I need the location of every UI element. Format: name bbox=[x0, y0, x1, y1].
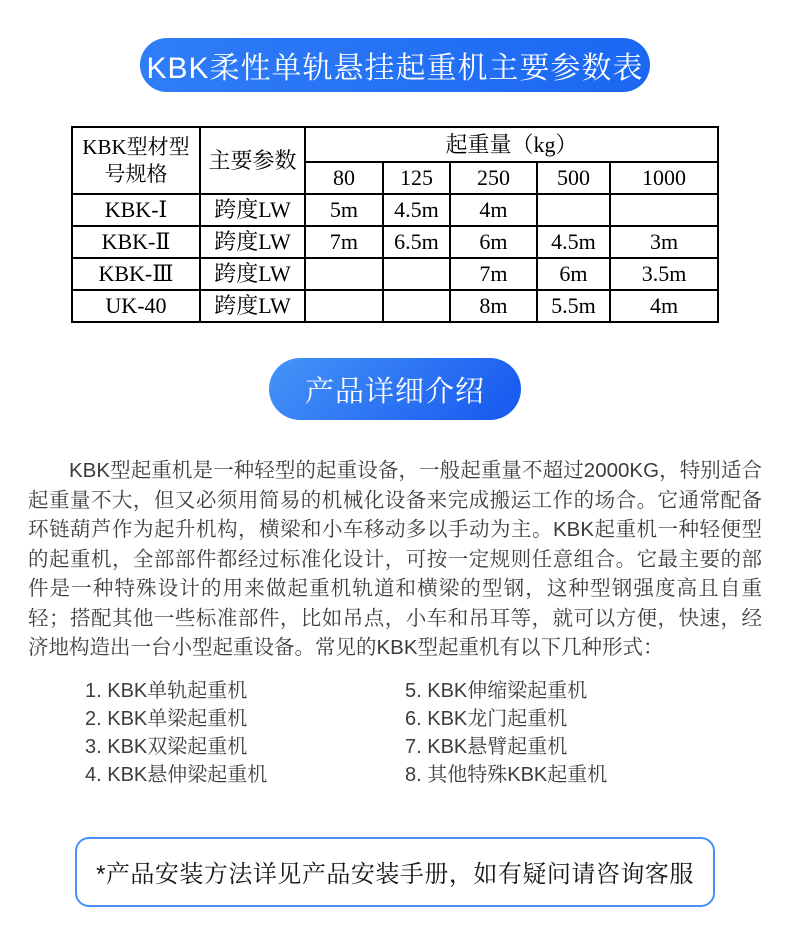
param-cell: 跨度LW bbox=[200, 194, 305, 226]
intro-paragraph: KBK型起重机是一种轻型的起重设备，一般起重量不超过2000KG，特别适合起重量不大，但又必须用简易的机械化设备来完成搬运工作的场合。它通常配备环链葫芦作为起升机构，横梁和小车移动多以手动为主。KBK起重机一种轻便型的起重机，全部部件都经过标准化设计，可按一定规则任意组合。它最主要的部件是一种特殊设计的用来做起重机轨道和横梁的型钢，这种型钢强度高且自重轻；搭配其他一些标准部件，比如吊点，小车和吊耳等，就可以方便，快速，经济地构造出一台小型起重设备。常见的KBK型起重机有以下几种形式： bbox=[28, 459, 762, 659]
span-cell: 6m bbox=[450, 226, 537, 258]
span-cell: 5.5m bbox=[537, 290, 610, 322]
table-row bbox=[72, 226, 718, 258]
product-intro-button-label: 产品详细介绍 bbox=[304, 375, 485, 408]
list-item: 1. KBK单轨起重机 bbox=[85, 679, 248, 702]
span-cell bbox=[383, 290, 450, 322]
table-header-capacity: 80 bbox=[305, 162, 383, 194]
crane-type-list-left bbox=[85, 677, 405, 789]
span-cell: 4m bbox=[610, 290, 718, 322]
model-cell: KBK-Ⅲ bbox=[72, 258, 200, 290]
span-cell: 4.5m bbox=[537, 226, 610, 258]
span-cell bbox=[305, 290, 383, 322]
span-cell: 7m bbox=[450, 258, 537, 290]
model-cell: KBK-Ⅱ bbox=[72, 226, 200, 258]
param-cell: 跨度LW bbox=[200, 226, 305, 258]
span-cell: 5m bbox=[305, 194, 383, 226]
table-header-capacity: 125 bbox=[383, 162, 450, 194]
span-cell: 4.5m bbox=[383, 194, 450, 226]
table-header-capacity: 250 bbox=[450, 162, 537, 194]
table-row bbox=[72, 194, 718, 226]
list-item: 3. KBK双梁起重机 bbox=[85, 735, 248, 758]
span-cell: 8m bbox=[450, 290, 537, 322]
span-cell bbox=[537, 194, 610, 226]
table-header-capacity-group: 起重量（kg） bbox=[305, 127, 718, 162]
crane-type-lists bbox=[85, 677, 790, 789]
model-cell: KBK-Ⅰ bbox=[72, 194, 200, 226]
span-cell: 7m bbox=[305, 226, 383, 258]
page-title: KBK柔性单轨悬挂起重机主要参数表 bbox=[146, 52, 644, 85]
span-cell bbox=[610, 194, 718, 226]
table-header-capacity: 1000 bbox=[610, 162, 718, 194]
product-intro-button[interactable] bbox=[269, 358, 521, 420]
install-note-box bbox=[75, 837, 715, 907]
list-item: 2. KBK单梁起重机 bbox=[85, 707, 248, 730]
product-detail-page bbox=[0, 38, 790, 941]
table-header-param: 主要参数 bbox=[200, 127, 305, 194]
parameters-table bbox=[71, 126, 719, 323]
page-title-banner bbox=[140, 38, 650, 92]
install-note-text: *产品安装方法详见产品安装手册，如有疑问请咨询客服 bbox=[96, 861, 694, 888]
list-item: 6. KBK龙门起重机 bbox=[405, 707, 568, 730]
list-item: 8. 其他特殊KBK起重机 bbox=[405, 763, 608, 786]
table-header-capacity: 500 bbox=[537, 162, 610, 194]
span-cell: 6.5m bbox=[383, 226, 450, 258]
param-cell: 跨度LW bbox=[200, 290, 305, 322]
list-item: 7. KBK悬臂起重机 bbox=[405, 735, 568, 758]
span-cell bbox=[305, 258, 383, 290]
span-cell: 3.5m bbox=[610, 258, 718, 290]
table-header-model: KBK型材型号规格 bbox=[72, 127, 200, 194]
table-row bbox=[72, 290, 718, 322]
span-cell: 3m bbox=[610, 226, 718, 258]
table-row bbox=[72, 258, 718, 290]
span-cell: 4m bbox=[450, 194, 537, 226]
model-cell: UK-40 bbox=[72, 290, 200, 322]
list-item: 4. KBK悬伸梁起重机 bbox=[85, 763, 268, 786]
span-cell bbox=[383, 258, 450, 290]
list-item: 5. KBK伸缩梁起重机 bbox=[405, 679, 588, 702]
span-cell: 6m bbox=[537, 258, 610, 290]
param-cell: 跨度LW bbox=[200, 258, 305, 290]
crane-type-list-right bbox=[405, 677, 607, 789]
